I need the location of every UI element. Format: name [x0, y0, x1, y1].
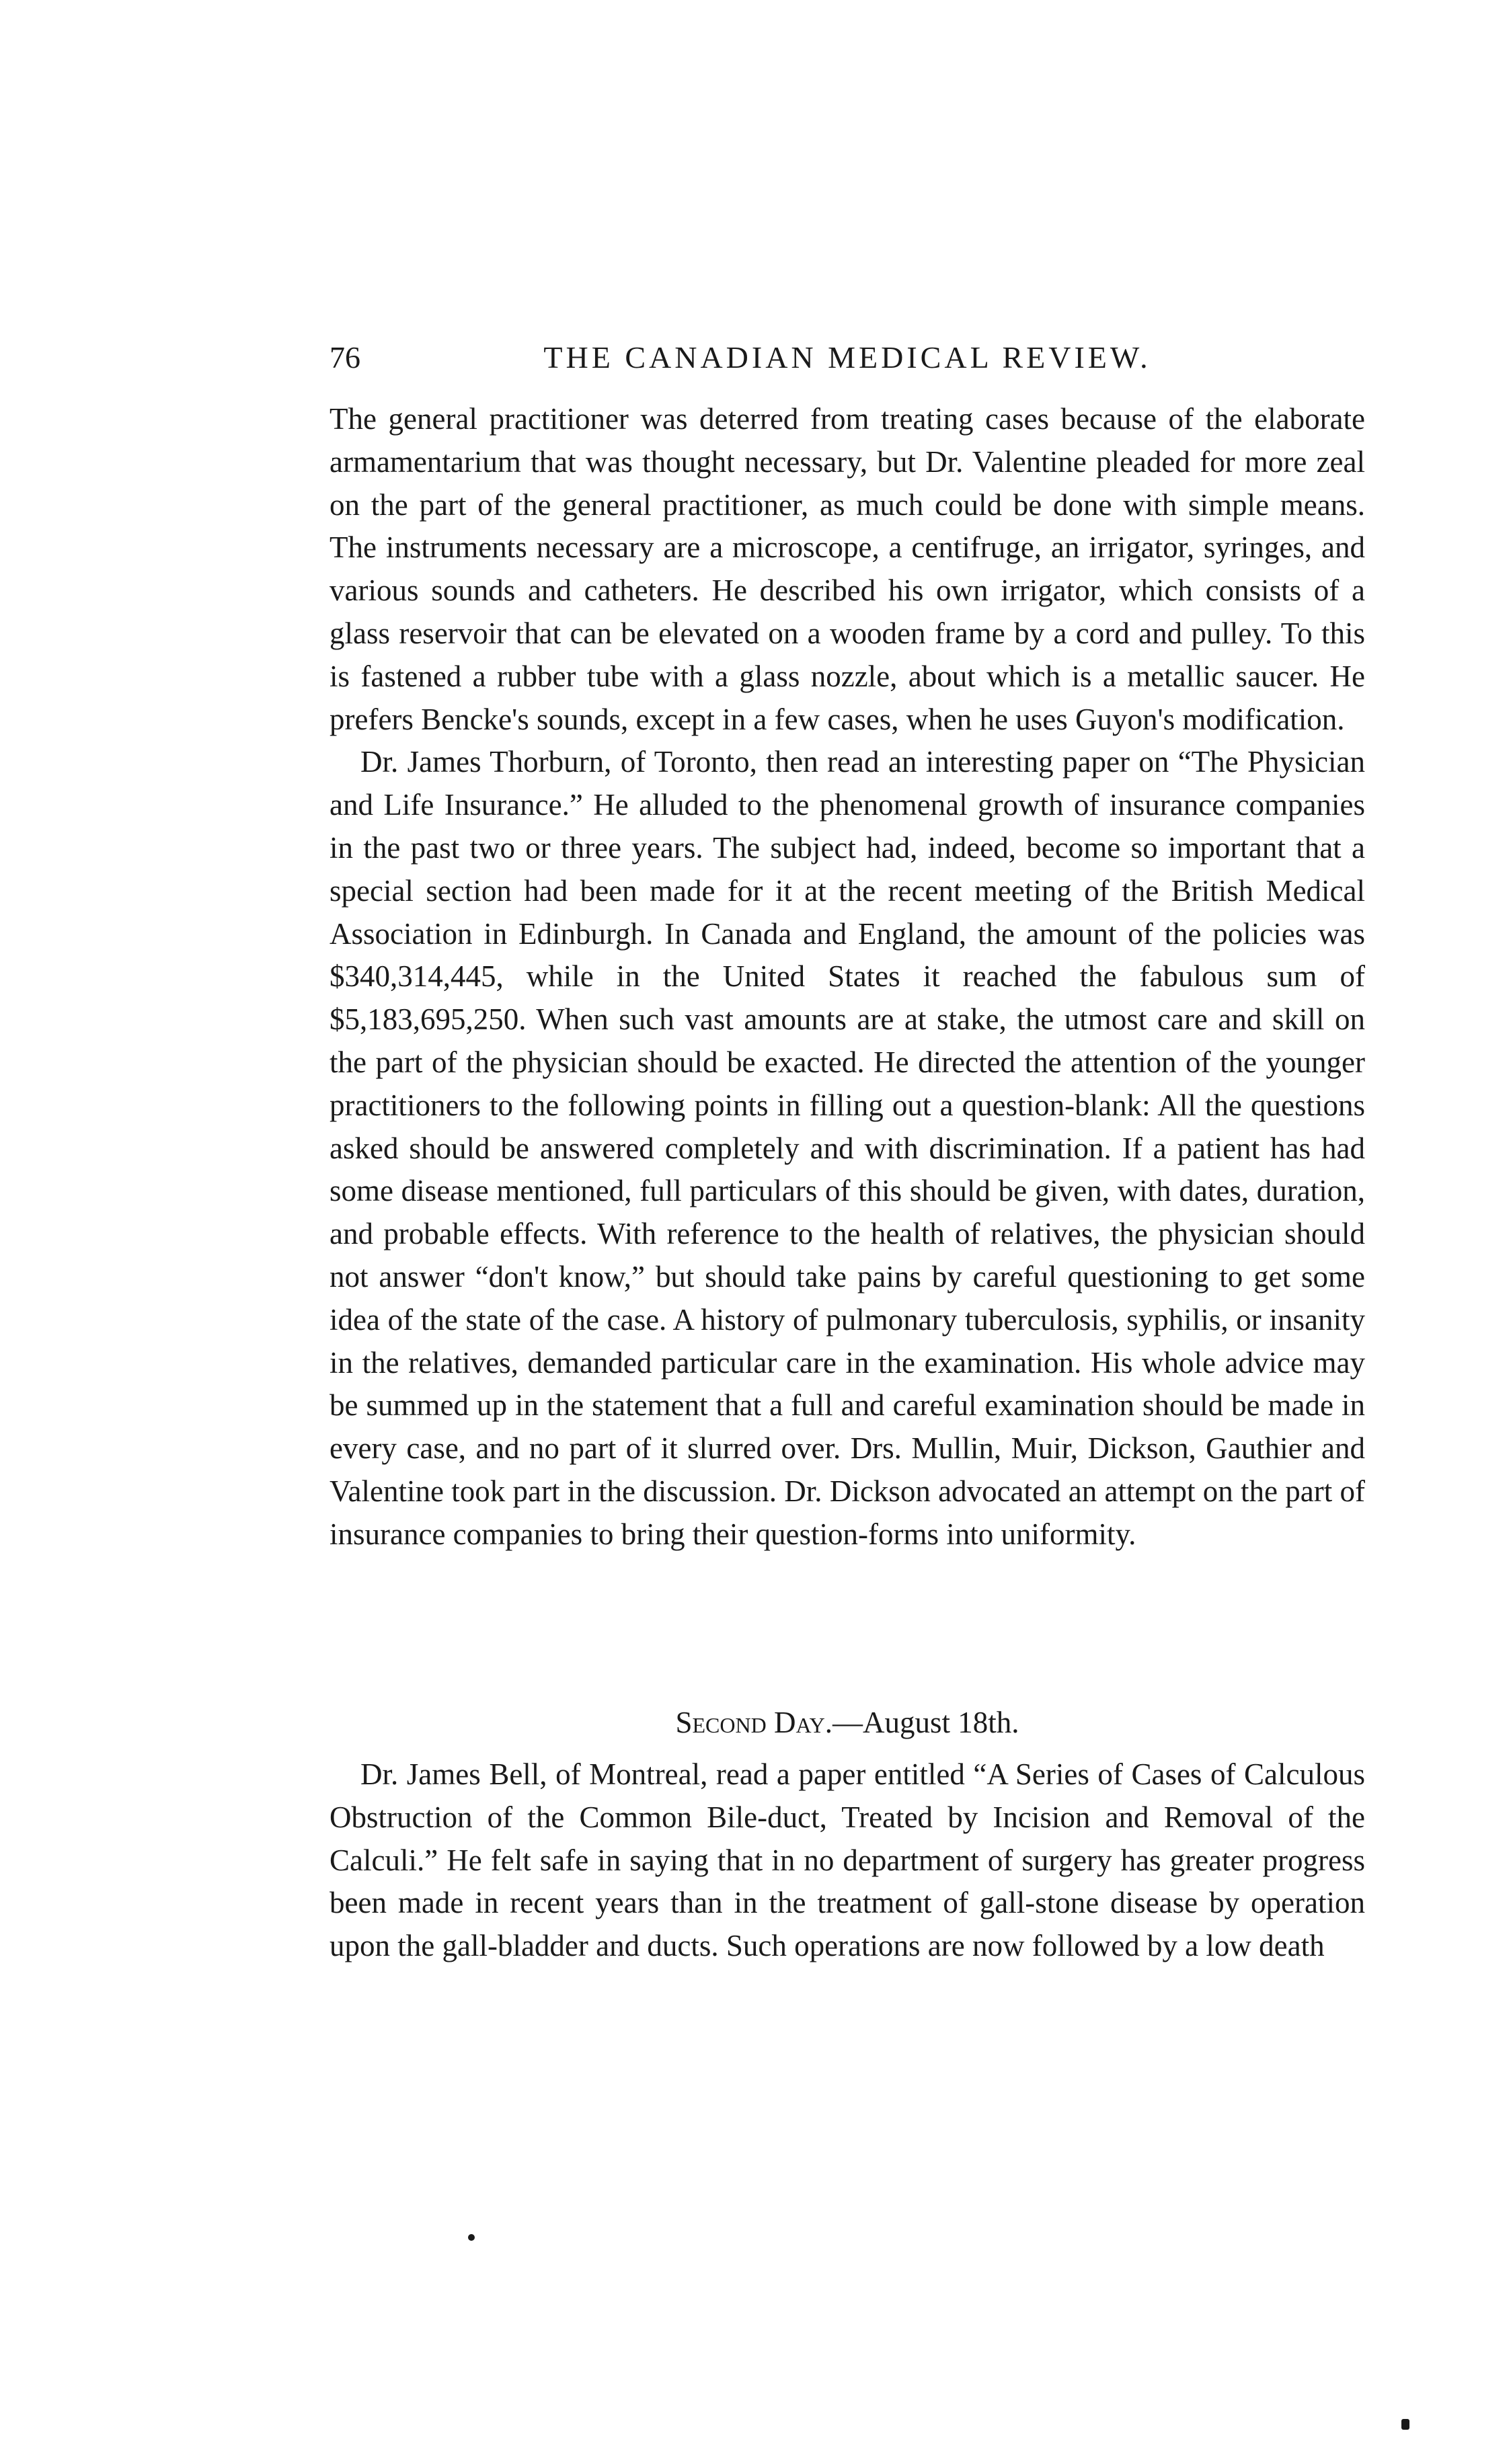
section-heading-day: Second Day.: [675, 1706, 832, 1739]
body-text-lower: [330, 1753, 1365, 1968]
ink-dot-mark: [468, 2234, 475, 2241]
paragraph-urology-instruments: The general practitioner was deterred from treating cases because of the elaborate armamentarium that was thought necessary, but Dr. Valentine pleaded for more zeal on the part of the general practitioner, as much could be done with simple means. The instruments necessary are a microscope, a centifruge, an irrigator, syringes, and various sounds and catheters. He described his own irrigator, which consists of a glass reservoir that can be elevated on a wooden frame by a cord and pulley. To this is fastened a rubber tube with a glass nozzle, about which is a metallic saucer. He prefers Bencke's sounds, except in a few cases, when he uses Guyon's modification.: [330, 402, 1365, 736]
section-heading-date: —August 18th.: [832, 1706, 1019, 1739]
body-text-upper: [330, 398, 1365, 1556]
paragraph-bile-duct: Dr. James Bell, of Montreal, read a paper entitled “A Series of Cases of Calculous Obstruction of the Common Bile-duct, Treated by Incision and Removal of the Calculi.” He felt safe in saying that in no department of surgery has greater progress been made in recent years than in the treatment of gall-stone disease by operation upon the gall-bladder and ducts. Such operations are now followed by a low death: [330, 1757, 1365, 1963]
paragraph-life-insurance: Dr. James Thorburn, of Toronto, then read an interesting paper on “The Physician and Life Insurance.” He alluded to the phenomenal growth of insurance companies in the past two or three years. The subject had, indeed, become so important that a special section had been made for it at the recent meeting of the British Medical Association in Edinburgh. In Canada and England, the amount of the policies was $340,314,445, while in the United States it reached the fabulous sum of $5,183,695,250. When such vast amounts are at stake, the utmost care and skill on the part of the physician should be exacted. He directed the attention of the younger practitioners to the following points in filling out a question-blank: All the questions asked should be answered completely and with discrimination. If a patient has had some disease mentioned, full particulars of this should be given, with dates, duration, and probable effects. With reference to the health of relatives, the physician should not answer “don't know,” but should take pains by careful questioning to get some idea of the state of the case. A history of pulmonary tuberculosis, syphilis, or insanity in the relatives, demanded particular care in the examination. His whole advice may be summed up in the statement that a full and careful examination should be made in every case, and no part of it slurred over. Drs. Mullin, Muir, Dickson, Gauthier and Valentine took part in the discussion. Dr. Dickson advocated an attempt on the part of insurance companies to bring their question-forms into uniformity.: [330, 745, 1365, 1551]
running-head: THE CANADIAN MEDICAL REVIEW.: [543, 340, 1151, 374]
page-number: 76: [330, 340, 360, 374]
corner-ink-mark: [1401, 2419, 1409, 2430]
page-header: [330, 334, 1365, 381]
section-heading: [330, 1701, 1365, 1744]
